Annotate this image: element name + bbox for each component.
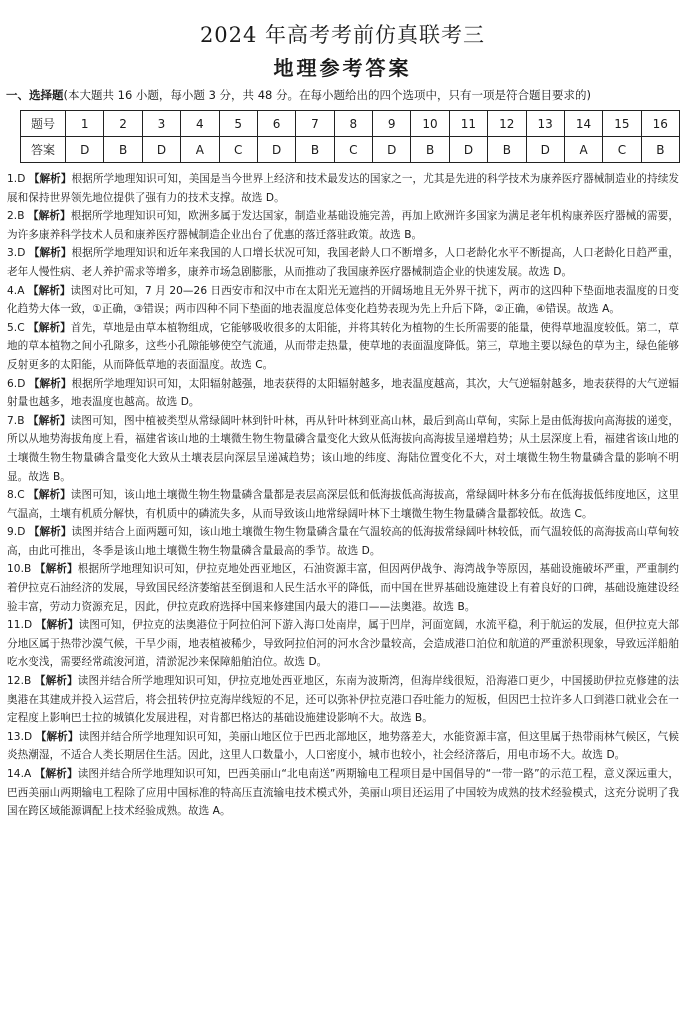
analysis-tag: 【解析】 [35, 730, 79, 743]
item-number: 13.D [7, 730, 33, 743]
item-text: 根据所学地理知识可知，欧洲多属于发达国家，制造业基础设施完善，再加上欧洲许多国家为满足老年机构康养医疗器械的需要，为许多康养科学技术人员和康养医疗器械制造企业出台了优惠的落迁落驻政策。故选 B。 [7, 210, 679, 241]
item-text: 读图可知，图中植被类型从常绿阔叶林到针叶林，再从针叶林到亚高山林，最后到高山草甸，实际上是由低海拔向高海拔的递变，所以从地势海拔角度上看，福建省该山地的土壤微生物生物量磷含量变化大致从低海拔向高海拔呈递增趋势；从土层深度上看，福建省该山地的土壤微生物生物量磷含量变化大致从土壤表层向深层呈递减趋势；该山地的纬度、海陆位置变化不大，对土壤微生物生物量磷含量的影响不明显。故选 B。 [7, 414, 679, 483]
item-number: 11.D [7, 619, 33, 632]
question-number-cell: 9 [373, 111, 411, 137]
item-text: 首先，草地是由草本植物组成，它能够吸收很多的太阳能，并将其转化为植物的生长所需要的能量，使得草地温度较低。第二，草地的草本植物之间小孔隙多，这些小孔隙能够使空气流通，从而带走热量，使草地的表面温度降低。第三，草地主要以绿色的草为主，绿色能够反射更多的太阳能，从而降低草地的表面温度。故选 C。 [7, 321, 679, 371]
explanation-item [6, 616, 679, 672]
answer-cell: A [564, 137, 602, 163]
explanation-item [6, 672, 679, 728]
answer-cell: D [373, 137, 411, 163]
analysis-tag: 【解析】 [28, 526, 72, 539]
section-instructions: (本大题共 16 小题，每小题 3 分，共 48 分。在每小题给出的四个选项中，只有一项是符合题目要求的) [63, 88, 591, 102]
item-number: 3.D [7, 247, 26, 260]
item-number: 5.C [7, 321, 25, 334]
answer-cell: B [641, 137, 679, 163]
question-number-cell: 16 [641, 111, 679, 137]
item-number: 4.A [7, 284, 25, 297]
item-number: 12.B [7, 675, 32, 688]
question-number-cell: 2 [104, 111, 142, 137]
item-text: 根据所学地理知识可知，美国是当今世界上经济和技术最发达的国家之一，尤其是先进的科学技术为康养医疗器械制造业的持续发展和保持世界领先地位提供了强有力的技术支撑。故选 D。 [7, 173, 679, 204]
answer-cell: A [181, 137, 219, 163]
analysis-tag: 【解析】 [35, 619, 79, 632]
explanation-item [6, 170, 679, 207]
answer-cell: B [488, 137, 526, 163]
question-number-cell: 6 [257, 111, 295, 137]
question-number-cell: 12 [488, 111, 526, 137]
item-text: 读图并结合所学地理知识可知，美丽山地区位于巴西北部地区，地势落差大，水能资源丰富，但这里属于热带雨林气候区，气候炎热潮湿，不适合人类长期居住生活。因此，这里人口数量小，人口密度小，城市也较小，社会经济落后，用电市场不大。故选 D。 [7, 730, 679, 762]
analysis-tag: 【解析】 [28, 377, 72, 390]
item-text: 读图并结合所学地理知识可知，巴西美丽山“北电南送”两期输电工程项目是中国倡导的“一带一路”的示范工程，意义深远重大，巴西美丽山两期输电工程除了应用中国标准的特高压直流输电技术模式外，美丽山项目还运用了中国较为成熟的技术经验模式，这充分说明了我国在跨区域能源调配上技术经验成熟。故选 A。 [7, 768, 679, 818]
item-text: 读图并结合上面两题可知，该山地土壤微生物生物量磷含量在气温较高的低海拔常绿阔叶林较低，而气温较低的高海拔高山草甸较高，由此可推出，冬季是该山地土壤微生物生物量磷含量最高的季节。故选 D。 [7, 526, 679, 557]
explanation-item [6, 486, 679, 523]
item-text: 根据所学地理知识和近年来我国的人口增长状况可知，我国老龄人口不断增多，人口老龄化水平不断提高，人口老龄化日趋严重，老年人慢性病、老人养护需求等增多，康养市场急剧膨胀，从而推动了我国康养医疗器械制造企业的快速发展。故选 D。 [7, 247, 679, 278]
explanation-item [6, 765, 679, 821]
item-number: 7.B [7, 414, 25, 427]
item-number: 9.D [7, 526, 26, 539]
item-number: 2.B [7, 210, 25, 223]
answer-cell: B [104, 137, 142, 163]
analysis-tag: 【解析】 [34, 768, 78, 780]
analysis-tag: 【解析】 [28, 173, 72, 185]
question-number-cell: 13 [526, 111, 564, 137]
item-text: 读图可知，该山地土壤微生物生物量磷含量都是表层高深层低和低海拔低高海拔高，常绿阔叶林多分布在低海拔低纬度地区，这里气温高，土壤有机质分解快，有机质中的磷流失多，从而导致该山地常绿阔叶林下土壤微生物生物量磷含量都较低。故选 C。 [7, 489, 679, 520]
item-text: 根据所学地理知识可知，太阳辐射越强，地表获得的太阳辐射越多，地表温度越高，其次，大气逆辐射越多，地表获得的大气逆辐射量也越多，地表温度也越高。故选 D。 [7, 377, 679, 409]
item-number: 1.D [7, 173, 26, 185]
answer-cell: C [603, 137, 641, 163]
analysis-tag: 【解析】 [27, 284, 71, 297]
answer-table [20, 110, 680, 163]
answer-cell: D [142, 137, 180, 163]
answer-row [21, 137, 680, 163]
question-number-cell: 1 [66, 111, 104, 137]
explanation-item [6, 282, 679, 319]
answer-cell: D [449, 137, 487, 163]
question-number-cell: 4 [181, 111, 219, 137]
analysis-tag: 【解析】 [28, 247, 72, 260]
item-number: 14.A [7, 768, 32, 780]
exam-title: 2024 年高考考前仿真联考三 [199, 23, 486, 47]
explanation-item [6, 523, 679, 560]
answer-cell: D [526, 137, 564, 163]
item-number: 10.B [7, 563, 32, 576]
answer-cell: D [257, 137, 295, 163]
question-number-cell: 7 [296, 111, 334, 137]
answer-cell: B [296, 137, 334, 163]
question-number-cell: 8 [334, 111, 372, 137]
answer-cell: C [334, 137, 372, 163]
item-text: 根据所学地理知识可知，伊拉克地处西亚地区，石油资源丰富，但因两伊战争、海湾战争等原因，基础设施破坏严重，严重制约着伊拉克石油经济的发展，导致国民经济萎缩甚至倒退和人民生活水平的降低，而中国在世界基础设施建设上有着良好的口碑，基础设施建设经验丰富，劳动力资源充足，因此，伊拉克政府选择中国来修建国内最大的港口——法奥港。故选 B。 [7, 563, 679, 613]
answer-cell: C [219, 137, 257, 163]
question-number-cell: 11 [449, 111, 487, 137]
analysis-tag: 【解析】 [34, 563, 78, 576]
item-text: 读图可知，伊拉克的法奥港位于阿拉伯河下游入海口处南岸，属于凹岸，河面宽阔，水流平稳，利于航运的发展，但伊拉克大部分地区属于热带沙漠气候，干旱少雨，地表植被稀少，导致阿拉伯河的河水含沙量较高，会造成港口泊位和航道的严重淤积现象，导致远洋船舶吃水变浅，需要经常疏浚河道，清淤泥沙来保障船舶泊位。故选 D。 [7, 619, 679, 669]
explanation-list [6, 170, 679, 821]
explanation-item [6, 728, 679, 765]
analysis-tag: 【解析】 [28, 321, 71, 334]
item-text: 读图对比可知，7 月 20—26 日西安市和汉中市在太阳光无遮挡的开阔场地且无外界干扰下，两市的这四种下垫面地表温度的日变化趋势大体一致，①正确，③错误；两市四种不同下垫面的地表温度总体变化趋势表现为先上升后下降，②正确，④错误。故选 A。 [7, 284, 679, 316]
row-label-answer: 答案 [21, 137, 66, 163]
page-title: 地理参考答案 [273, 56, 412, 80]
analysis-tag: 【解析】 [27, 210, 71, 223]
section-label: 一、选择题 [6, 88, 64, 102]
answer-cell: D [66, 137, 104, 163]
explanation-item [6, 412, 679, 486]
section-heading [6, 86, 679, 104]
explanation-item [6, 375, 679, 412]
explanation-item [6, 207, 679, 244]
question-number-cell: 14 [564, 111, 602, 137]
question-number-cell: 10 [411, 111, 449, 137]
item-number: 8.C [7, 489, 25, 502]
question-number-cell: 15 [603, 111, 641, 137]
analysis-tag: 【解析】 [27, 414, 71, 427]
question-number-cell: 5 [219, 111, 257, 137]
explanation-item [6, 319, 679, 375]
answer-cell: B [411, 137, 449, 163]
question-number-row [21, 111, 680, 137]
explanation-item [6, 560, 679, 616]
item-number: 6.D [7, 377, 26, 390]
analysis-tag: 【解析】 [28, 489, 71, 502]
analysis-tag: 【解析】 [34, 675, 78, 688]
explanation-item [6, 244, 679, 281]
item-text: 读图并结合所学地理知识可知，伊拉克地处西亚地区，东南为波斯湾，但海岸线很短，沿海港口更少，中国援助伊拉克修建的法奥港在其建成并投入运营后，将会扭转伊拉克海岸线短的不足，还可以弥补伊拉克港口吞吐能力的短板，但因巴士拉许多人口到港口就业会在一定程度上影响巴士拉的城镇化发展进程，对肯都巴格达的基础设施建设影响不大。故选 B。 [7, 675, 679, 725]
question-number-cell: 3 [142, 111, 180, 137]
row-label-number: 题号 [21, 111, 66, 137]
